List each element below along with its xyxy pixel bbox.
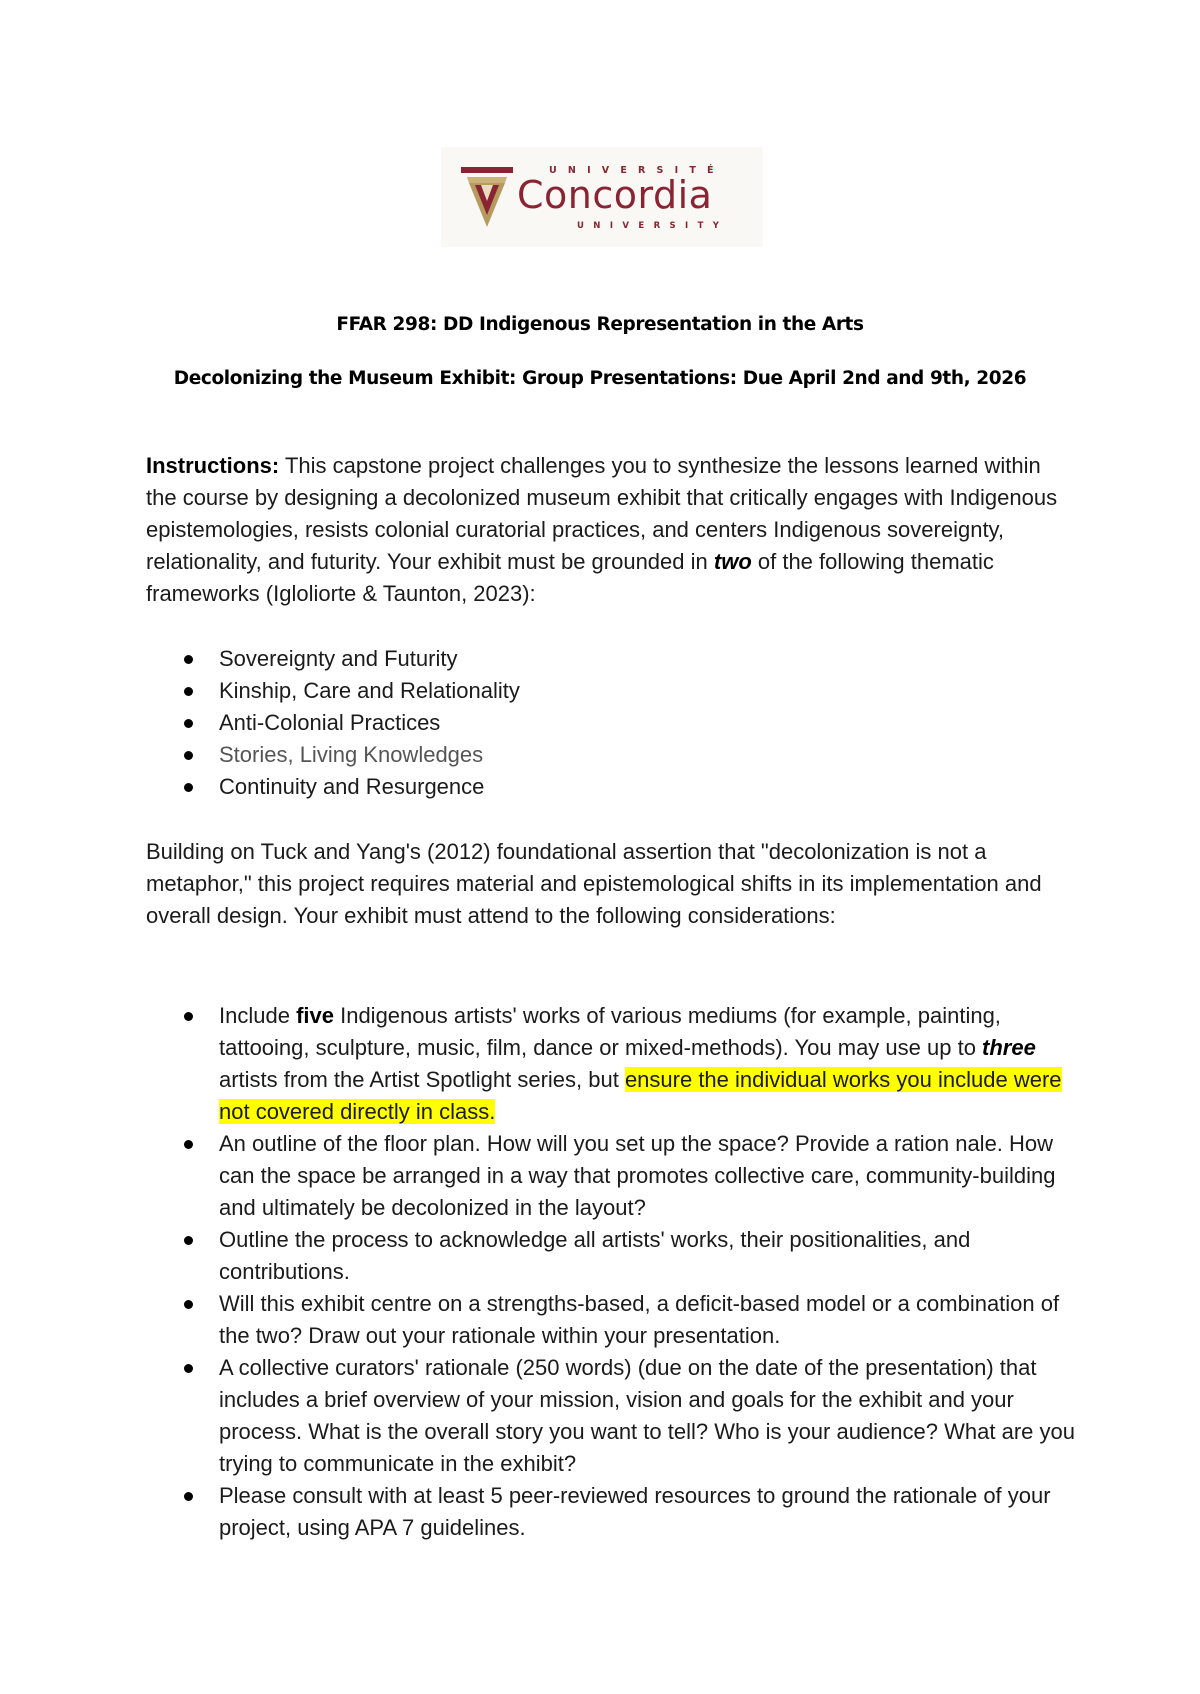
concordia-logo: [441, 147, 763, 247]
bullet-icon: [184, 751, 193, 760]
bullet-icon: [184, 1236, 193, 1245]
list-item: Anti-Colonial Practices: [146, 707, 1076, 739]
list-item: Sovereignty and Futurity: [146, 643, 1076, 675]
list-item: Kinship, Care and Relationality: [146, 675, 1076, 707]
logo-bottom-text: UNIVERSITY: [577, 221, 729, 231]
list-item: An outline of the floor plan. How will you set up the space? Provide a ration nale. How can the space be arranged in a way that promotes collective care, community-building and ultimately be decolonized in the layout?: [146, 1128, 1076, 1224]
list-item: Please consult with at least 5 peer-reviewed resources to ground the rationale of your project, using APA 7 guidelines.: [146, 1480, 1076, 1544]
bullet-icon: [184, 1492, 193, 1501]
shield-icon: [459, 161, 515, 233]
logo-wordmark: Concordia: [517, 173, 713, 217]
list-item: Include five Indigenous artists' works of various mediums (for example, painting, tattooing, sculpture, music, film, dance or mixed-methods). You may use up to three artists from the Artist Spotlight series, but ensure the individual works you include were not covered directly in class.: [146, 1000, 1076, 1128]
list-item: Will this exhibit centre on a strengths-based, a deficit-based model or a combination of the two? Draw out your rationale within your presentation.: [146, 1288, 1076, 1352]
bullet-icon: [184, 1140, 193, 1149]
bullet-icon: [184, 1300, 193, 1309]
list-item: A collective curators' rationale (250 words) (due on the date of the presentation) that includes a brief overview of your mission, vision and goals for the exhibit and your process. What is the overall story you want to tell? Who is your audience? What are you trying to communicate in the exhibit?: [146, 1352, 1076, 1480]
highlighted-text: ensure the individual works you include were not covered directly in class.: [219, 1067, 1062, 1124]
bullet-icon: [184, 1012, 193, 1021]
instructions-emphasis: two: [713, 549, 752, 574]
list-item: Stories, Living Knowledges: [146, 739, 1076, 771]
bullet-icon: [184, 719, 193, 728]
list-item: Outline the process to acknowledge all artists' works, their positionalities, and contributions.: [146, 1224, 1076, 1288]
bullet-icon: [184, 687, 193, 696]
instructions-text-before: This capstone project challenges you to synthesize the lessons learned within the course by designing a decolonized museum exhibit that critically engages with Indigenous epistemologies, resists colonial curatorial practices, and centers Indigenous sovereignty, relationality, and futurity. Your exhibit must be grounded in: [146, 453, 1058, 574]
bullet-icon: [184, 655, 193, 664]
frameworks-list: [146, 643, 1076, 803]
considerations-list: [146, 1000, 1076, 1544]
instructions-paragraph: [146, 450, 1076, 610]
logo-top-text: UNIVERSITÉ: [549, 165, 725, 176]
bullet-icon: [184, 1364, 193, 1373]
list-item: Continuity and Resurgence: [146, 771, 1076, 803]
bullet-icon: [184, 783, 193, 792]
instructions-label: Instructions:: [146, 453, 280, 478]
building-paragraph: Building on Tuck and Yang's (2012) foundational assertion that "decolonization is not a metaphor," this project requires material and epistemological shifts in its implementation and overall design. Your exhibit must attend to the following considerations:: [146, 839, 1042, 928]
instructions-text-after: of the following thematic frameworks (Igloliorte & Taunton, 2023):: [146, 549, 994, 606]
course-title: FFAR 298: DD Indigenous Representation in the Arts: [336, 314, 864, 335]
assignment-title: Decolonizing the Museum Exhibit: Group Presentations: Due April 2nd and 9th, 2026: [173, 368, 1027, 389]
